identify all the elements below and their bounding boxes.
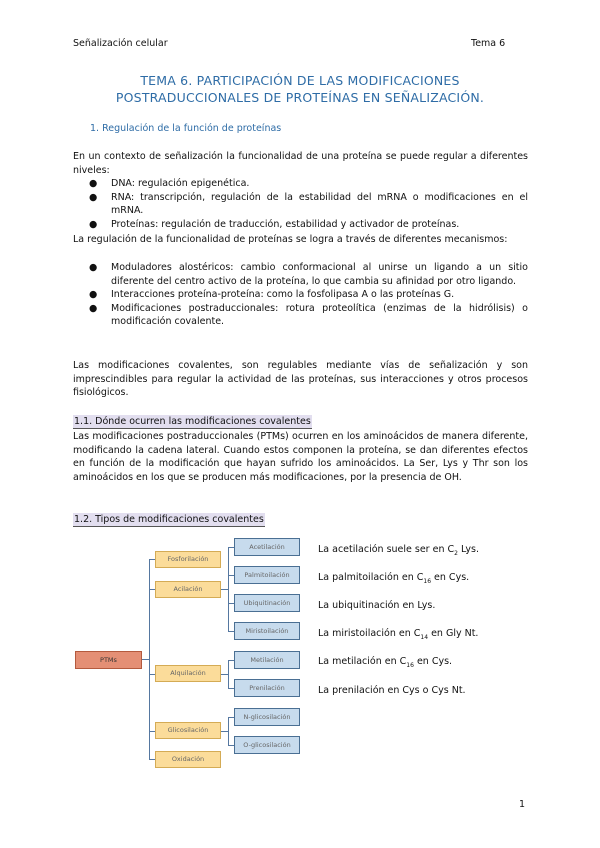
acylation-type-box: Ubiquitinación	[234, 594, 300, 612]
acylation-type-box: Acetilación	[234, 538, 300, 556]
covalent-paragraph: Las modificaciones covalentes, son regulables mediante vías de señalización y son imprescindibles para regular la actividad de las proteínas, sus interacciones y otros procesos fisiológicos.	[73, 360, 528, 398]
list-item: ● DNA: regulación epigenética.	[89, 178, 250, 189]
description-palmitoilacion: La palmitoilación en $C_{16}$ en Cys.	[318, 572, 470, 585]
mechanisms-list	[73, 261, 528, 329]
connector-line	[228, 717, 229, 746]
connector-line	[221, 731, 228, 732]
mechanisms-intro: La regulación de la funcionalidad de proteínas se logra a través de diferentes mecanismos:	[73, 234, 508, 245]
acylation-type-box: Miristoilación	[234, 622, 300, 640]
list-item: ● RNA: transcripción, regulación de la estabilidad del mRNA o modificaciones en el mRNA.	[89, 191, 528, 216]
connector-line	[221, 674, 228, 675]
alkylation-type-box: Prenilación	[234, 679, 300, 697]
category-box: Glicosilación	[155, 722, 221, 739]
category-box: Alquilación	[155, 665, 221, 682]
subsection-1-1-text: Las modificaciones postraduccionales (PTMs) ocurren en los aminoácidos de manera diferente, modificando la cadena lateral. Cuando estos componen la proteína, se dan diferentes efectos en función de la modificación que hayan sufrido los aminoácidos. La Ser, Lys y Thr son los aminoácidos en los que se producen más modificaciones, por la presencia de OH.	[73, 431, 528, 483]
list-item: ● Modificaciones postraduccionales: rotura proteolítica (enzimas de la hidrólisis) o modificación covalente.	[89, 302, 528, 327]
category-box: Acilación	[155, 581, 221, 598]
connector-line	[221, 589, 228, 590]
title-line-1: TEMA 6. PARTICIPACIÓN DE LAS MODIFICACIONES	[140, 73, 460, 88]
description-miristoilacion: La miristoilación en $C_{14}$ en Gly Nt.	[318, 628, 479, 641]
ptms-root-box: PTMs	[75, 651, 142, 669]
description-ubiquitinacion: La ubiquitinación en Lys.	[318, 600, 436, 611]
header-right: Tema 6	[471, 38, 506, 49]
bullet-icon: ●	[89, 302, 98, 314]
bullet-icon: ●	[89, 218, 98, 230]
description-acetilacion: La acetilación suele ser en $C_2$ Lys.	[318, 544, 479, 557]
list-item: ● Interacciones proteína-proteína: como la fosfolipasa A o las proteínas G.	[89, 289, 455, 300]
connector-line	[228, 547, 229, 632]
glycosylation-type-box: O-glicosilación	[234, 736, 300, 754]
bullet-icon: ●	[89, 262, 98, 273]
list-item: ● Moduladores alostéricos: cambio conformacional al unirse un ligando a un sitio diferente del centro activo de la proteína, lo que cambia su afinidad por otro ligando.	[89, 262, 528, 287]
levels-list	[73, 177, 528, 231]
page-number: 1	[519, 799, 526, 810]
description-prenilacion: La prenilación en Cys o Cys Nt.	[318, 685, 466, 696]
title-line-2: POSTRADUCCIONALES DE PROTEÍNAS EN SEÑALIZACIÓN.	[115, 90, 485, 105]
page-title	[60, 72, 540, 106]
header-left: Señalización celular	[73, 38, 168, 49]
bullet-icon: ●	[89, 289, 98, 300]
list-item: ● Proteínas: regulación de traducción, estabilidad y activador de proteínas.	[89, 218, 460, 230]
bullet-icon: ●	[89, 178, 98, 189]
acylation-type-box: Palmitoilación	[234, 566, 300, 584]
bullet-icon: ●	[89, 191, 98, 203]
alkylation-type-box: Metilación	[234, 651, 300, 669]
glycosylation-type-box: N-glicosilación	[234, 708, 300, 726]
section-1-heading: 1. Regulación de la función de proteínas	[90, 123, 282, 134]
intro-paragraph: En un contexto de señalización la funcionalidad de una proteína se puede regular a diferentes niveles:	[73, 151, 528, 176]
connector-line	[142, 659, 149, 660]
subsection-1-1-heading: 1.1. Dónde ocurren las modificaciones covalentes	[74, 416, 311, 427]
connector-line	[228, 660, 229, 689]
description-metilacion: La metilación en $C_{16}$ en Cys.	[318, 656, 453, 669]
category-box: Fosforilación	[155, 551, 221, 568]
category-box: Oxidación	[155, 751, 221, 768]
subsection-1-2-heading: 1.2. Tipos de modificaciones covalentes	[74, 514, 264, 525]
